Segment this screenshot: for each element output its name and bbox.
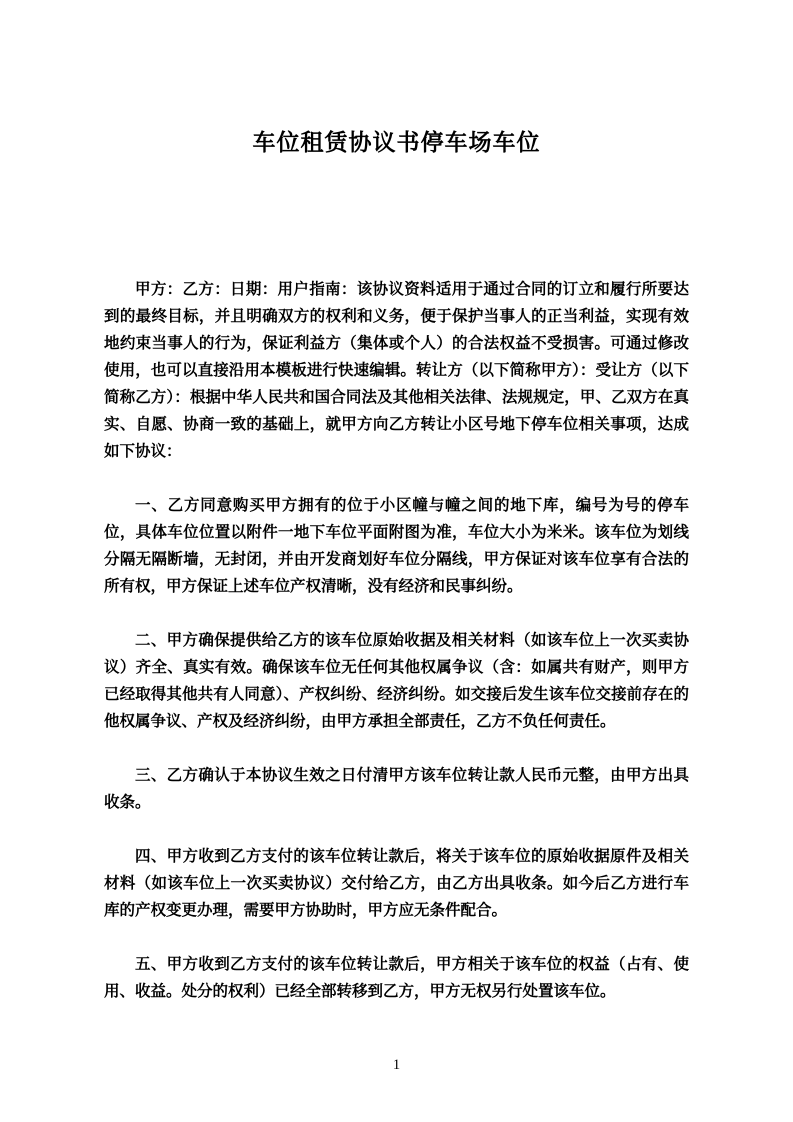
paragraph-clause-1: 一、乙方同意购买甲方拥有的位于小区幢与幢之间的地下库，编号为号的停车位，具体车位位置以附件一地下车位平面附图为准，车位大小为米米。该车位为划线分隔无隔断墙，无封闭，并由开发商划好车位分隔线，甲方保证对该车位享有合法的所有权，甲方保证上述车位产权清晰，没有经济和民事纠纷。 [104,497,689,595]
paragraph-clause-5: 五、甲方收到乙方支付的该车位转让款后，甲方相关于该车位的权益（占有、使用、收益。处分的权利）已经全部转移到乙方，甲方无权另行处置该车位。 [104,956,689,1000]
paragraph-intro: 甲方：乙方：日期：用户指南：该协议资料适用于通过合同的订立和履行所要达到的最终目标，并且明确双方的权利和义务，便于保护当事人的正当利益，实现有效地约束当事人的行为，保证利益方（集体或个人）的合法权益不受损害。可通过修改使用，也可以直接沿用本模板进行快速编辑。转让方（以下简称甲方）：受让方（以下简称乙方）：根据中华人民共和国合同法及其他相关法律、法规规定，甲、乙双方在真实、自愿、协商一致的基础上，就甲方向乙方转让小区号地下停车位相关事项，达成如下协议： [104,281,689,460]
paragraph-clause-2: 二、甲方确保提供给乙方的该车位原始收据及相关材料（如该车位上一次买卖协议）齐全、真实有效。确保该车位无任何其他权属争议（含：如属共有财产，则甲方已经取得其他共有人同意）、产权纠纷、经济纠纷。如交接后发生该车位交接前存在的他权属争议、产权及经济纠纷，由甲方承担全部责任，乙方不负任何责任。 [104,632,689,730]
paragraph-clause-4: 四、甲方收到乙方支付的该车位转让款后，将关于该车位的原始收据原件及相关材料（如该车位上一次买卖协议）交付给乙方，由乙方出具收条。如今后乙方进行车库的产权变更办理，需要甲方协助时，甲方应无条件配合。 [104,848,689,919]
document-title: 车位租赁协议书停车场车位 [252,130,541,155]
document-body [104,276,689,1005]
paragraph-clause-3: 三、乙方确认于本协议生效之日付清甲方该车位转让款人民币元整，由甲方出具收条。 [104,767,689,811]
page-number: 1 [392,1057,401,1073]
